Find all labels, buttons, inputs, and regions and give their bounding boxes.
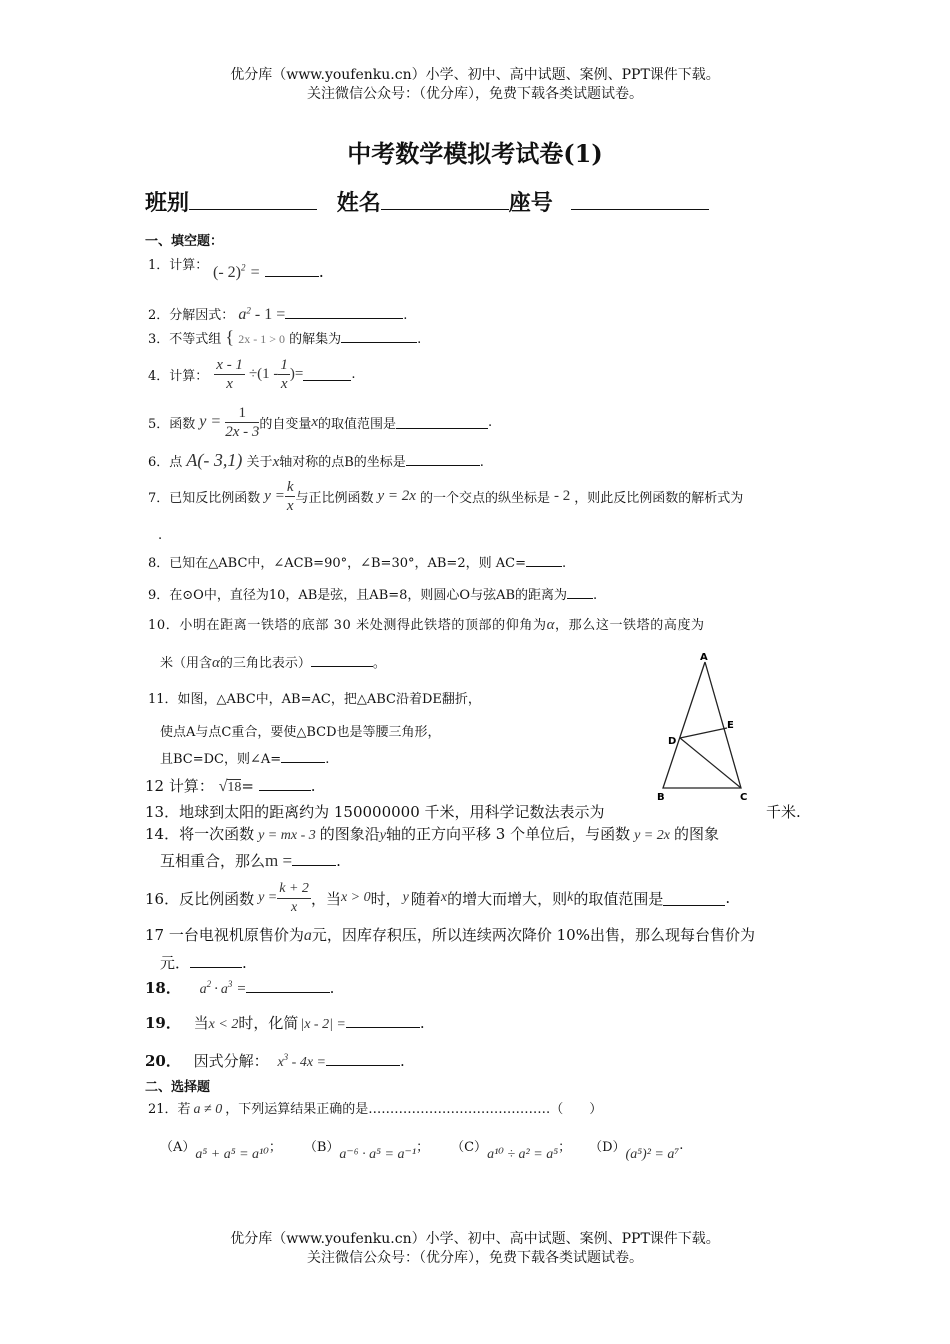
q5-y: y = xyxy=(199,413,222,430)
label-e: E xyxy=(727,720,734,731)
q16-y: y = xyxy=(258,890,278,905)
question-20 xyxy=(145,1050,405,1071)
q5-answer-blank[interactable] xyxy=(396,416,488,429)
q21-sep-c: ； xyxy=(558,1140,572,1155)
q16-num: k + 2 xyxy=(277,880,311,899)
q16-frac xyxy=(277,880,311,917)
q20-s: 3 xyxy=(283,1052,289,1062)
name-blank[interactable] xyxy=(381,187,509,210)
q18-s1: 2 xyxy=(206,979,212,989)
class-blank[interactable] xyxy=(189,187,317,210)
q7-end: . xyxy=(158,528,163,543)
q14-f1: y = mx - 3 xyxy=(258,828,316,843)
question-10-line-1 xyxy=(148,614,705,634)
q21-option-b-label[interactable]: （B） xyxy=(303,1140,340,1155)
q14-line1c: 轴的正方向平移 3 个单位后，与函数 xyxy=(385,825,631,843)
q19-expr: |x - 2| = xyxy=(300,1017,346,1032)
q5-tail1: 的自变量 xyxy=(259,416,312,432)
q8-end: . xyxy=(561,556,567,571)
q8-answer-blank[interactable] xyxy=(526,554,562,567)
q21-sep-a: ； xyxy=(268,1140,282,1155)
question-16 xyxy=(145,875,730,921)
question-8 xyxy=(148,552,566,571)
q19-end: . xyxy=(419,1014,425,1032)
q7-tail3: ，则此反比例函数的解析式为 xyxy=(574,490,744,506)
q14-f2: y = 2x xyxy=(634,828,670,843)
label-d: D xyxy=(668,736,677,747)
q16-den: x xyxy=(290,899,298,915)
q17-end: . xyxy=(242,954,247,972)
q20-label: 20． xyxy=(145,1052,181,1070)
q1-eq: = xyxy=(250,264,260,281)
q1-end: . xyxy=(318,262,324,281)
q17-a: a xyxy=(303,927,312,944)
q21-end-d: . xyxy=(679,1138,684,1153)
q3-label: 3．不等式组 xyxy=(148,332,222,347)
question-6 xyxy=(148,450,484,471)
question-11-line-2: 使点A与点C重合，要使△BCD也是等腰三角形， xyxy=(160,725,441,740)
q14-line1b: 的图象沿 xyxy=(319,825,380,843)
q19-cond: x < 2 xyxy=(208,1017,239,1032)
q16-yv: y xyxy=(402,890,409,905)
question-12 xyxy=(145,775,316,796)
question-19 xyxy=(145,1012,425,1033)
header-line-2: 关注微信公众号：（优分库），免费下载各类试题试卷。 xyxy=(307,86,643,102)
q18-a1: a xyxy=(199,982,207,997)
q11-answer-blank[interactable] xyxy=(281,750,325,763)
q21-option-c[interactable]: a¹⁰ ÷ a² = a⁵ xyxy=(487,1147,559,1162)
q18-a2: a xyxy=(220,982,228,997)
class-label: 班别 xyxy=(145,190,190,216)
q2-label: 2．分解因式： xyxy=(148,308,235,323)
q18-s2: 3 xyxy=(227,979,233,989)
q6-tail1: 关于 xyxy=(246,455,273,470)
q21-stem-a: 21．若 xyxy=(148,1102,191,1117)
q16-t3: 随着 xyxy=(410,889,441,908)
q21-sep-b: ； xyxy=(416,1140,430,1155)
q18-dot: · xyxy=(214,981,218,997)
section-1-title: 一、填空题： xyxy=(145,234,224,249)
q2-end: . xyxy=(403,308,408,323)
q2-answer-blank[interactable] xyxy=(285,306,403,319)
q1-label: 1．计算： xyxy=(148,258,209,273)
q21-option-c-label[interactable]: （C） xyxy=(451,1140,488,1155)
q6-end: . xyxy=(479,455,484,470)
q20-answer-blank[interactable] xyxy=(326,1051,400,1066)
q16-xv: x xyxy=(440,890,448,905)
q14-line2a: 互相重合，那么 xyxy=(160,852,266,870)
q21-option-b[interactable]: a⁻⁶ · a⁵ = a⁻¹ xyxy=(339,1147,417,1162)
q21-option-a[interactable]: a⁵ + a⁵ = a¹⁰ xyxy=(195,1147,269,1162)
q1-sup: 2 xyxy=(240,262,246,273)
q12-end: . xyxy=(310,777,316,795)
question-11-line-3 xyxy=(160,748,329,767)
q8-text: 8．已知在△ABC中，∠ACB=90°，∠B=30°，AB=2，则 AC= xyxy=(148,556,526,571)
q6-var: x xyxy=(272,454,280,470)
q5-var: x xyxy=(311,413,319,430)
question-9 xyxy=(148,584,597,603)
q4-end: . xyxy=(351,366,356,382)
q5-end: . xyxy=(488,414,493,430)
q10-alpha-2: α xyxy=(212,655,220,671)
q12-answer-blank[interactable] xyxy=(259,776,311,791)
question-18 xyxy=(145,977,334,998)
q14-answer-blank[interactable] xyxy=(292,851,336,866)
q10-line1a: 10．小明在距离一铁塔的底部 30 米处测得此铁塔的顶部的仰角为 xyxy=(148,618,547,633)
q21-option-d[interactable]: (a⁵)² = a⁷ xyxy=(625,1146,680,1162)
question-14-line-2 xyxy=(160,850,341,871)
q7-frac xyxy=(285,478,296,515)
question-1 xyxy=(148,254,208,273)
q17-line1a: 17 一台电视机原售价为 xyxy=(145,926,304,944)
q18-label: 18． xyxy=(145,979,181,997)
q14-m: m = xyxy=(265,851,293,870)
q18-end: . xyxy=(329,979,335,997)
q6-tail2: 轴对称的点B的坐标是 xyxy=(279,455,406,470)
label-a: A xyxy=(700,652,708,663)
q5-frac xyxy=(225,404,259,441)
q14-var: y xyxy=(379,828,386,843)
q3-answer-blank[interactable] xyxy=(341,330,417,343)
question-2 xyxy=(148,304,407,324)
q21-option-d-label[interactable]: （D） xyxy=(589,1140,626,1155)
q7-tail2: 的一个交点的纵坐标是 xyxy=(419,490,550,506)
q6-answer-blank[interactable] xyxy=(406,453,480,466)
header-line-1: 优分库（www.youfenku.cn）小学、初中、高中试题、案例、PPT课件下载。 xyxy=(230,67,720,83)
q20-t1: 因式分解： xyxy=(193,1052,269,1070)
q17-answer-blank[interactable] xyxy=(190,953,242,968)
q10-line2a: 米（用含 xyxy=(160,656,213,671)
q2-rest: - 1 = xyxy=(250,306,286,323)
q19-answer-blank[interactable] xyxy=(346,1013,420,1028)
question-13: 13．地球到太阳的距离约为 150000000 千米，用科学记数法表示为 xyxy=(145,803,605,821)
q20-end: . xyxy=(400,1052,405,1070)
q4-answer-blank[interactable] xyxy=(303,368,351,381)
q10-line1b: ，那么这一铁塔的高度为 xyxy=(555,618,705,633)
q10-answer-blank[interactable] xyxy=(311,654,373,667)
question-17-line-2 xyxy=(160,952,247,973)
q10-alpha: α xyxy=(546,617,556,633)
segment-de xyxy=(680,728,727,738)
q4-tail: )= xyxy=(289,365,304,382)
q1-expr: (- 2) xyxy=(213,264,241,281)
q11-end: . xyxy=(325,752,330,767)
q17-line2: 元． xyxy=(160,954,191,972)
label-b: B xyxy=(657,792,665,803)
q7-f2: y = 2x xyxy=(377,487,416,504)
q13-tail: 千米. xyxy=(766,803,801,821)
q4-label: 4．计算： xyxy=(148,368,209,384)
q7-tail1: 与正比例函数 xyxy=(295,490,374,506)
q18-answer-blank[interactable] xyxy=(246,978,330,993)
q3-end: . xyxy=(417,332,422,347)
q2-sup: 2 xyxy=(246,305,251,316)
info-line xyxy=(145,186,709,217)
q5-label: 5．函数 xyxy=(148,416,196,432)
q17-line1b: 元，因库存积压，所以连续两次降价 10%出售，那么现每台售价为 xyxy=(311,926,755,944)
q10-end: 。 xyxy=(372,656,386,671)
q14-end: . xyxy=(336,852,341,870)
question-5 xyxy=(148,400,492,444)
q21-option-a-label[interactable]: （A） xyxy=(160,1140,196,1155)
triangle-figure xyxy=(650,648,760,806)
q16-answer-blank[interactable] xyxy=(663,891,725,906)
q7-den: x xyxy=(286,497,294,514)
q14-line1a: 14．将一次函数 xyxy=(145,825,255,843)
q11-line3: 且BC=DC，则∠A= xyxy=(160,752,282,767)
q9-answer-blank[interactable] xyxy=(567,586,593,599)
q10-line2b: 的三角比表示） xyxy=(219,656,311,671)
label-c: C xyxy=(740,792,748,803)
name-label: 姓名 xyxy=(336,190,381,216)
q9-text: 9．在⊙O中，直径为10，AB是弦，且AB=8，则圆心O与弦AB的距离为 xyxy=(148,588,568,603)
question-7 xyxy=(148,474,743,518)
q4-den2: x xyxy=(280,375,288,392)
question-14-line-1 xyxy=(145,823,719,844)
seat-blank[interactable] xyxy=(571,187,709,210)
q4-den1: x xyxy=(226,375,233,392)
q12-radicand: 18 xyxy=(227,780,242,795)
q16-cond: x > 0 xyxy=(340,890,371,905)
q14-line1d: 的图象 xyxy=(673,825,719,843)
question-17-line-1 xyxy=(145,924,755,945)
q19-label: 19． xyxy=(145,1014,181,1032)
q20-rest: - 4x = xyxy=(288,1055,326,1070)
q12-eq: = xyxy=(241,777,254,795)
q5-num: 1 xyxy=(225,404,259,423)
q16-label: 16．反比例函数 xyxy=(145,889,255,908)
q7-val: - 2 xyxy=(553,487,571,504)
q1-expression xyxy=(213,262,324,282)
q6-label: 6．点 xyxy=(148,455,183,470)
q6-point: A(- 3,1) xyxy=(186,450,243,470)
q21-options xyxy=(160,1128,683,1163)
q3-brace: { xyxy=(225,327,235,347)
q16-t1: ，当 xyxy=(310,889,341,908)
q16-t2: 时， xyxy=(370,889,401,908)
q7-num: k xyxy=(286,478,294,495)
question-21 xyxy=(148,1098,602,1118)
q12-radical-icon: √ xyxy=(218,778,228,795)
q3-tail: 的解集为 xyxy=(289,332,342,347)
q16-t5: 的取值范围是 xyxy=(573,889,664,908)
q21-cond: a ≠ 0 xyxy=(193,1102,223,1117)
q2-expr: a xyxy=(238,306,247,323)
q12-label: 12 计算： xyxy=(145,777,214,795)
q21-stem-b: ，下列运算结果正确的是……………………………………（ ） xyxy=(225,1102,603,1117)
q5-tail2: 的取值范围是 xyxy=(318,416,397,432)
q16-end: . xyxy=(725,889,731,907)
q19-t1: 当 xyxy=(193,1014,209,1032)
segment-dc xyxy=(680,738,741,788)
q16-t4: 的增大而增大，则 xyxy=(447,889,568,908)
q7-y: y = xyxy=(264,487,285,504)
q4-num2: 1 xyxy=(280,356,288,373)
q7-label: 7．已知反比例函数 xyxy=(148,490,261,506)
seat-label: 座号 xyxy=(508,190,553,216)
section-2-title: 二、选择题 xyxy=(145,1080,211,1095)
question-4 xyxy=(148,352,356,396)
q4-frac-1 xyxy=(214,356,245,393)
page-title: 中考数学模拟考试卷(1) xyxy=(347,139,603,168)
q4-num1: x - 1 xyxy=(216,356,243,373)
question-3 xyxy=(148,327,421,348)
question-10-line-2 xyxy=(160,652,386,672)
q20-x: x xyxy=(277,1055,284,1070)
footer-line-2: 关注微信公众号：（优分库），免费下载各类试题试卷。 xyxy=(307,1250,643,1266)
q3-system: 2x - 1 > 0 xyxy=(238,332,285,346)
q1-answer-blank[interactable] xyxy=(265,264,319,277)
q4-frac-2 xyxy=(278,356,290,393)
q18-eq: = xyxy=(237,981,246,997)
q4-mid: ÷(1 - xyxy=(248,365,279,382)
q5-den: 2x - 3 xyxy=(225,423,260,440)
q19-t2: 时，化简 xyxy=(238,1014,299,1032)
question-11-line-1: 11．如图，△ABC中，AB=AC，把△ABC沿着DE翻折， xyxy=(148,692,481,707)
footer-line-1: 优分库（www.youfenku.cn）小学、初中、高中试题、案例、PPT课件下载。 xyxy=(230,1231,720,1247)
q16-kv: k xyxy=(567,890,574,905)
q9-end: . xyxy=(593,588,598,603)
